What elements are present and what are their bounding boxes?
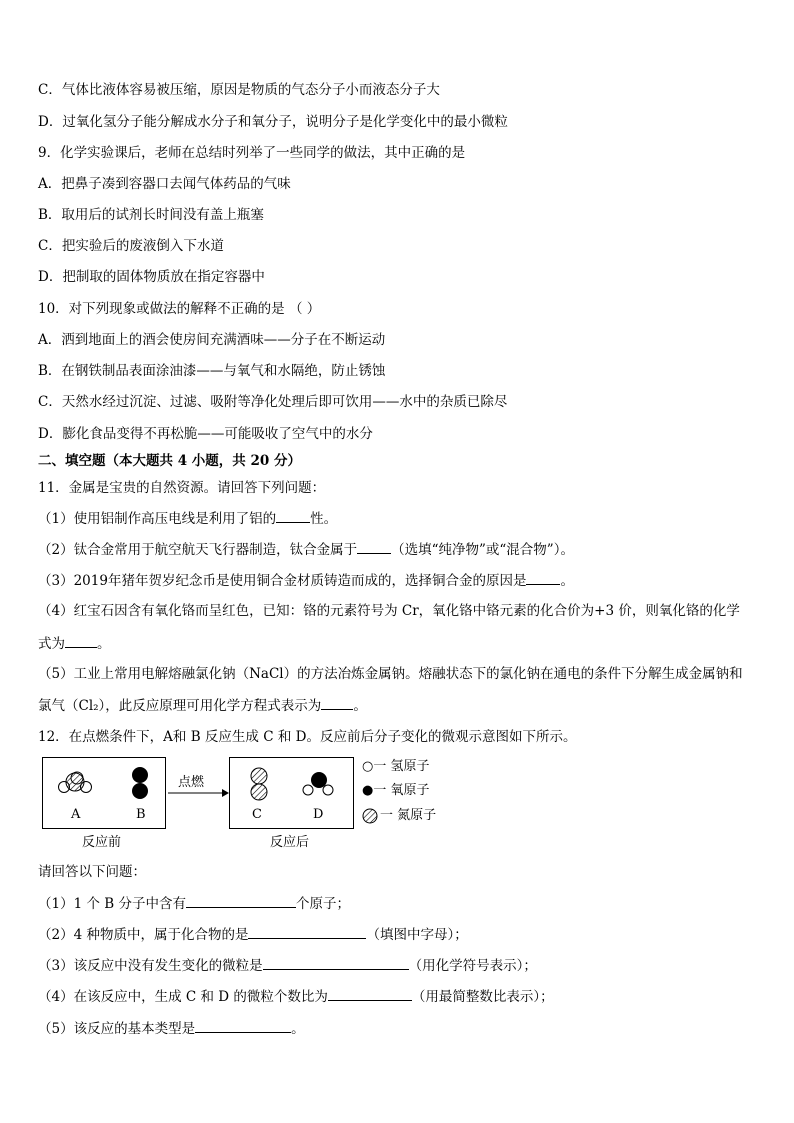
answer-blank[interactable] xyxy=(276,508,310,523)
q12-part-4 xyxy=(38,986,758,1006)
answer-blank[interactable] xyxy=(321,695,353,710)
q10-stem: 10．对下列现象或做法的解释不正确的是 （ ） xyxy=(38,301,321,317)
q12-part-5 xyxy=(38,1018,758,1038)
q12-p4-tail: （用最简整数比表示）； xyxy=(411,989,554,1005)
q10-option-b: B．在钢铁制品表面涂油漆——与氧气和水隔绝，防止锈蚀 xyxy=(38,363,386,379)
q9-option-d: D．把制取的固体物质放在指定容器中 xyxy=(38,269,265,285)
q11-p3-text: （3）2019年猪年贺岁纪念币是使用铜合金材质铸造而成的，选择铜合金的原因是 xyxy=(38,573,527,589)
answer-blank[interactable] xyxy=(195,1018,291,1033)
q11-stem: 11．金属是宝贵的自然资源。请回答下列问题： xyxy=(38,480,326,496)
q11-p2-tail: （选填“纯净物”或“混合物”）。 xyxy=(391,542,574,558)
q12-part-2 xyxy=(38,924,758,944)
molecules-before xyxy=(43,760,165,816)
legend-nitrogen: 一 氮原子 xyxy=(380,808,437,823)
nitrogen-atom xyxy=(66,773,84,791)
after-box xyxy=(229,757,354,829)
q12-p1-tail: 个原子； xyxy=(295,896,350,912)
q12-p5-tail: 。 xyxy=(291,1021,305,1037)
q11-part-2 xyxy=(38,539,758,559)
q12-part-3 xyxy=(38,955,758,975)
oxygen-atom xyxy=(132,767,148,783)
q9-option-a: A．把鼻子凑到容器口去闻气体药品的气味 xyxy=(38,176,291,192)
q11-p3-tail: 。 xyxy=(560,573,574,589)
before-box xyxy=(42,757,166,829)
q11-p2-text: （2）钛合金常用于航空航天飞行器制造，钛合金属于 xyxy=(38,542,358,558)
label-d: D xyxy=(313,807,324,822)
q12-p4-text: （4）在该反应中，生成 C 和 D 的微粒个数比为 xyxy=(38,989,328,1005)
label-c: C xyxy=(252,807,262,822)
answer-blank[interactable] xyxy=(328,986,412,1001)
hydrogen-atom xyxy=(303,785,313,795)
nitrogen-legend-icon xyxy=(362,808,378,824)
q11-p4-tail: 。 xyxy=(97,636,111,652)
answer-blank[interactable] xyxy=(357,539,391,554)
q10-option-d: D．膨化食品变得不再松脆——可能吸收了空气中的水分 xyxy=(38,426,373,442)
q12-prompt: 请回答以下问题： xyxy=(38,864,146,880)
answer-blank[interactable] xyxy=(248,924,366,939)
q9-option-c: C．把实验后的废液倒入下水道 xyxy=(38,238,224,254)
nitrogen-atom xyxy=(251,768,267,784)
oxygen-atom xyxy=(311,772,327,788)
q11-part-4-cont xyxy=(38,633,758,653)
q8-option-c: C．气体比液体容易被压缩，原因是物质的气态分子小而液态分子大 xyxy=(38,82,440,98)
q12-p2-text: （2）4 种物质中，属于化合物的是 xyxy=(38,927,249,943)
q11-p5-text: 氯气（Cl₂），此反应原理可用化学方程式表示为 xyxy=(38,698,322,714)
reaction-diagram xyxy=(42,757,462,857)
legend-hydrogen: ○一 氢原子 xyxy=(362,759,430,774)
label-a: A xyxy=(71,807,81,822)
q9-option-b: B．取用后的试剂长时间没有盖上瓶塞 xyxy=(38,207,264,223)
q12-p3-text: （3）该反应中没有发生变化的微粒是 xyxy=(38,958,263,974)
legend-oxygen: ●一 氧原子 xyxy=(362,783,430,798)
q12-p1-text: （1）1 个 B 分子中含有 xyxy=(38,896,186,912)
molecules-after xyxy=(230,760,353,816)
q11-p1-tail: 性。 xyxy=(310,511,338,527)
q10-option-c: C．天然水经过沉淀、过滤、吸附等净化处理后即可饮用——水中的杂质已除尽 xyxy=(38,394,508,410)
q11-part-4: （4）红宝石因含有氧化铬而呈红色，已知：铬的元素符号为 Cr，氧化铬中铬元素的化合价为+3 价，则氧化铬的化学 xyxy=(38,603,740,619)
arrow-label: 点燃 xyxy=(178,775,205,790)
answer-blank[interactable] xyxy=(186,893,296,908)
q11-part-3 xyxy=(38,570,758,590)
q11-p4-text: 式为 xyxy=(38,636,65,652)
section-title: 二、填空题（本大题共 4 小题，共 20 分） xyxy=(38,453,301,469)
q11-part-5: （5）工业上常用电解熔融氯化钠（NaCl）的方法冶炼金属钠。熔融状态下的氯化钠在通电的条件下分解生成金属钠和 xyxy=(38,666,743,682)
q11-part-1 xyxy=(38,508,758,528)
q8-option-d: D．过氧化氢分子能分解成水分子和氧分子，说明分子是化学变化中的最小微粒 xyxy=(38,114,508,130)
label-b: B xyxy=(136,807,146,822)
q10-option-a: A．洒到地面上的酒会使房间充满酒味——分子在不断运动 xyxy=(38,332,386,348)
q11-part-5-cont xyxy=(38,695,758,715)
q9-stem: 9．化学实验课后，老师在总结时列举了一些同学的做法，其中正确的是 xyxy=(38,145,466,161)
answer-blank[interactable] xyxy=(65,633,97,648)
q12-stem: 12．在点燃条件下，A和 B 反应生成 C 和 D。反应前后分子变化的微观示意图如下所示。 xyxy=(38,729,577,745)
q11-p5-tail: 。 xyxy=(353,698,367,714)
q12-p2-tail: （填图中字母）； xyxy=(366,927,468,943)
answer-blank[interactable] xyxy=(263,955,409,970)
q12-p3-tail: （用化学符号表示）； xyxy=(408,958,537,974)
q11-p1-text: （1）使用铝制作高压电线是利用了铝的 xyxy=(38,511,277,527)
nitrogen-atom xyxy=(251,784,267,800)
oxygen-atom xyxy=(132,783,148,799)
caption-after: 反应后 xyxy=(270,835,310,850)
q12-p5-text: （5）该反应的基本类型是 xyxy=(38,1021,196,1037)
caption-before: 反应前 xyxy=(82,835,122,850)
hydrogen-atom xyxy=(323,785,333,795)
answer-blank[interactable] xyxy=(526,570,560,585)
q12-part-1 xyxy=(38,893,758,913)
arrow-icon xyxy=(166,787,230,799)
